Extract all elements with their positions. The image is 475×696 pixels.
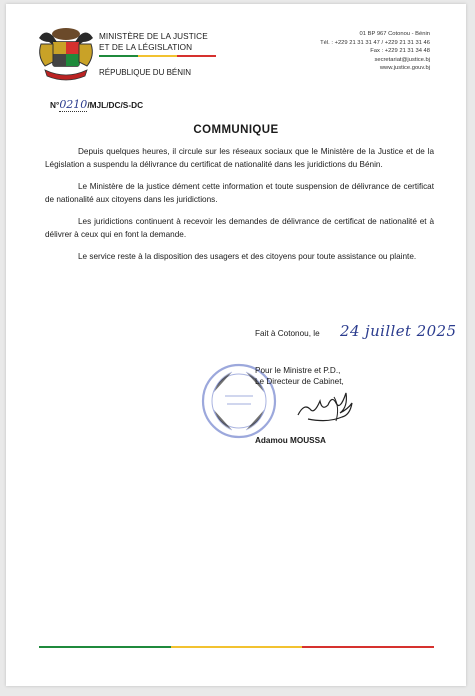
contact-website: www.justice.gouv.bj [379, 65, 430, 72]
paragraph-2: Le Ministère de la justice dément cette information et toute suspension de délivrance de certificat de nationalité aux citoyens dans les juridictions. [45, 182, 434, 204]
footer-stripe-green [39, 646, 171, 648]
document-title: COMMUNIQUE [193, 124, 279, 136]
handwritten-signature-icon [294, 389, 360, 429]
footer-stripe-red [302, 646, 434, 648]
ministry-name [99, 32, 208, 53]
paragraph-3: Les juridictions continuent à recevoir les demandes de délivrance de certificat de nationalité et à délivrer à ceux qui en font la demande. [45, 217, 434, 239]
ministry-line-1: MINISTÈRE DE LA JUSTICE [99, 32, 208, 41]
contact-fax: Fax : +229 21 31 34 48 [370, 48, 430, 55]
paragraph-1: Depuis quelques heures, il circule sur les réseaux sociaux que le Ministère de la Justice et de la Législation a suspendu la délivrance du certificat de nationalité dans les juridictions du Bénin. [45, 147, 434, 169]
signature-place: Fait à Cotonou, le [255, 329, 320, 338]
flag-stripe-green [99, 55, 138, 57]
contact-block [320, 30, 430, 73]
paragraph-4: Le service reste à la disposition des usagers et des citoyens pour toute assistance ou plainte. [78, 252, 417, 261]
handwritten-date: 24 juillet 2025 [340, 322, 457, 340]
footer-stripe-yellow [171, 646, 303, 648]
republic-name: RÉPUBLIQUE DU BÉNIN [99, 68, 192, 77]
signer-for-line: Pour le Ministre et P.D., [255, 366, 341, 375]
communique-body [45, 145, 434, 272]
reference-prefix: N° [50, 100, 60, 110]
flag-color-rule [99, 55, 216, 57]
contact-email: secretariat@justice.bj [374, 56, 430, 63]
signer-name: Adamou MOUSSA [255, 436, 326, 445]
signer-role: Le Directeur de Cabinet, [255, 377, 344, 386]
signer-block [255, 365, 344, 387]
flag-stripe-yellow [138, 55, 177, 57]
contact-address: 01 BP 967 Cotonou - Bénin [359, 31, 430, 37]
ministry-line-2: ET DE LA LÉGISLATION [99, 42, 193, 52]
document-page [6, 4, 466, 686]
contact-tel: Tél. : +229 21 31 31 47 / +229 21 31 31 46 [320, 39, 430, 46]
benin-coat-of-arms-icon [31, 24, 101, 82]
reference-suffix: /MJL/DC/S-DC [87, 100, 144, 110]
footer-flag-rule [39, 646, 434, 648]
flag-stripe-red [177, 55, 216, 57]
reference-handwritten-number: 0210 [59, 98, 88, 111]
reference-number [50, 98, 143, 111]
